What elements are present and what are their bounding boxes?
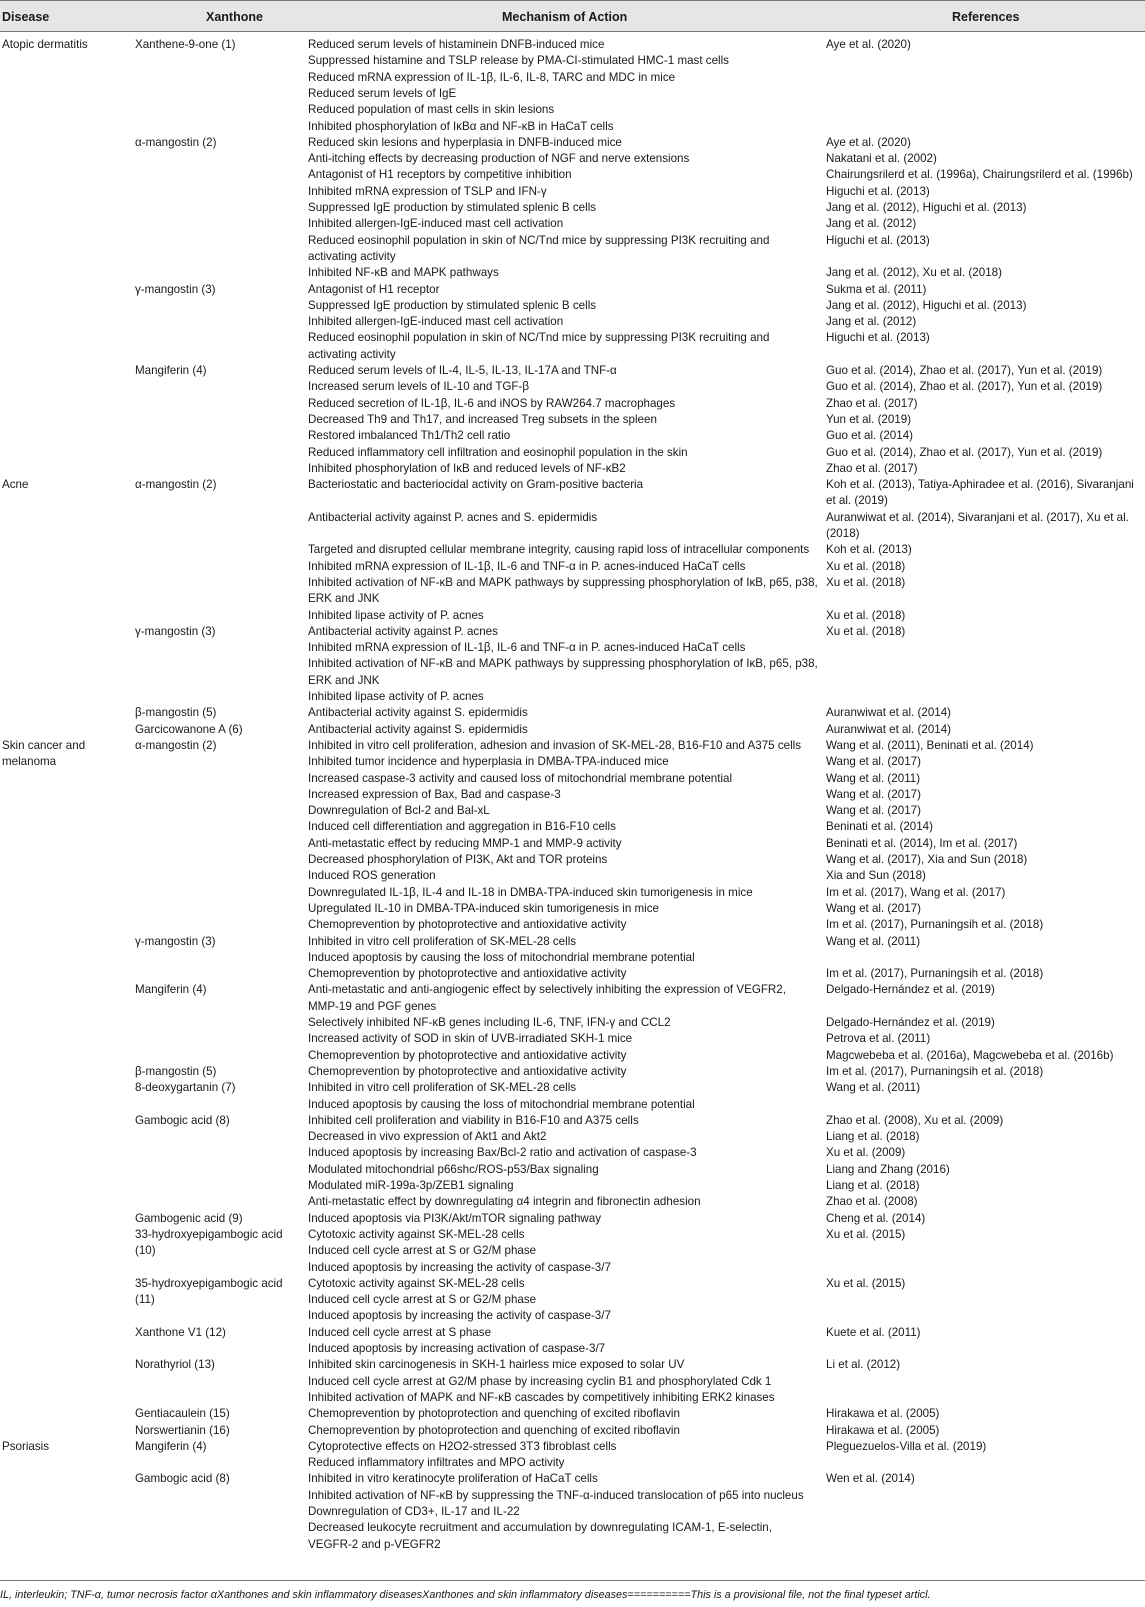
- xanthone-cell: Gambogenic acid (9): [135, 1211, 243, 1225]
- reference-cell: Xia and Sun (2018): [826, 869, 926, 883]
- mechanism-cell: Anti-itching effects by decreasing production of NGF and nerve extensions: [308, 152, 690, 166]
- mechanism-cell: Chemoprevention by photoprotective and antioxidative activity: [308, 1064, 627, 1078]
- mechanism-cell: Inhibited mRNA expression of IL-1β, IL-6 and TNF-α in P. acnes-induced HaCaT cells: [308, 559, 746, 573]
- reference-cell: Jang et al. (2012): [826, 315, 917, 329]
- mechanism-cell: Bacteriostatic and bacteriocidal activity on Gram-positive bacteria: [308, 478, 644, 492]
- mechanism-cell: Reduced mRNA expression of IL-1β, IL-6, IL-8, TARC and MDC in mice: [308, 70, 676, 84]
- mechanism-cell: Reduced population of mast cells in skin lesions: [308, 103, 555, 117]
- mechanism-cell: Reduced inflammatory infiltrates and MPO activity: [308, 1456, 565, 1470]
- reference-cell: Wang et al. (2017), Xia and Sun (2018): [826, 853, 1028, 866]
- reference-cell: Jang et al. (2012), Xu et al. (2018): [826, 266, 1002, 280]
- xanthone-cell: Xanthone V1 (12): [135, 1325, 226, 1339]
- reference-cell: Aye et al. (2020): [826, 38, 911, 51]
- mechanism-cell: Chemoprevention by photoprotective and antioxidative activity: [308, 918, 627, 932]
- xanthone-cell: α-mangostin (2): [135, 478, 217, 492]
- mechanism-cell: Inhibited phosphorylation of IκB and reduced levels of NF-κB2: [308, 461, 626, 475]
- mechanism-cell: Reduced skin lesions and hyperplasia in DNFB-induced mice: [308, 135, 622, 149]
- xanthone-cell: Garcicowanone A (6): [135, 722, 243, 736]
- reference-cell: Liang et al. (2018): [826, 1130, 920, 1144]
- mechanism-cell: Antibacterial activity against P. acnes: [308, 624, 498, 638]
- mechanism-cell: Inhibited NF-κB and MAPK pathways: [308, 266, 499, 280]
- mechanism-cell: Reduced eosinophil population in skin of NC/Tnd mice by suppressing PI3K recruiting and activating activity: [308, 331, 770, 361]
- mechanism-cell: Reduced secretion of IL-1β, IL-6 and iNOS by RAW264.7 macrophages: [308, 396, 676, 410]
- mechanism-cell: Anti-metastatic effect by downregulating α4 integrin and fibronectin adhesion: [308, 1195, 701, 1209]
- mechanism-cell: Inhibited phosphorylation of IκBα and NF-κB in HaCaT cells: [308, 119, 614, 133]
- mechanism-cell: Induced apoptosis by causing the loss of mitochondrial membrane potential: [308, 950, 695, 964]
- disease-cell: Acne: [2, 478, 29, 492]
- disease-cell: Skin cancer and melanoma: [2, 738, 86, 769]
- mechanism-cell: Anti-metastatic effect by reducing MMP-1 and MMP-9 activity: [308, 836, 622, 850]
- mechanism-cell: Inhibited allergen-IgE-induced mast cell activation: [308, 217, 564, 231]
- reference-cell: Delgado-Hernández et al. (2019): [826, 1016, 995, 1029]
- mechanism-cell: Antagonist of H1 receptors by competitive inhibition: [308, 168, 572, 182]
- mechanism-cell: Inhibited allergen-IgE-induced mast cell activation: [308, 315, 564, 329]
- mechanism-cell: Inhibited lipase activity of P. acnes: [308, 690, 484, 703]
- reference-cell: Guo et al. (2014), Zhao et al. (2017), Yun et al. (2019): [826, 445, 1103, 459]
- reference-cell: Higuchi et al. (2013): [826, 233, 930, 247]
- reference-cell: Auranwiwat et al. (2014), Sivaranjani et al. (2017), Xu et al. (2018): [826, 510, 1129, 540]
- mechanism-cell: Inhibited activation of NF-κB by suppressing the TNF-α-induced translocation of p65 into nucleus: [308, 1488, 804, 1502]
- xanthone-cell: γ-mangostin (3): [135, 624, 216, 638]
- header-references: References: [952, 10, 1020, 24]
- mechanism-cell: Reduced eosinophil population in skin of NC/Tnd mice by suppressing PI3K recruiting and activating activity: [308, 233, 770, 263]
- xanthone-cell: Xanthene-9-one (1): [135, 38, 236, 51]
- mechanism-cell: Cytoprotective effects on H2O2-stressed 3T3 fibroblast cells: [308, 1439, 617, 1453]
- reference-cell: Zhao et al. (2008), Xu et al. (2009): [826, 1113, 1004, 1127]
- mechanism-cell: Reduced inflammatory cell infiltration and eosinophil population in the skin: [308, 445, 688, 459]
- xanthone-cell: Gambogic acid (8): [135, 1472, 230, 1486]
- mechanism-cell: Anti-metastatic and anti-angiogenic effect by selectively inhibiting the expression of VEGFR2, MMP-19 and PGF genes: [308, 983, 786, 1013]
- mechanism-cell: Antagonist of H1 receptor: [308, 282, 440, 296]
- reference-cell: Li et al. (2012): [826, 1358, 901, 1372]
- mechanism-cell: Antibacterial activity against P. acnes and S. epidermidis: [308, 510, 598, 524]
- mechanism-cell: Antibacterial activity against S. epidermidis: [308, 722, 528, 736]
- disease-cell: Atopic dermatitis: [2, 38, 88, 51]
- mechanism-cell: Chemoprevention by photoprotective and antioxidative activity: [308, 967, 627, 981]
- reference-cell: Aye et al. (2020): [826, 135, 911, 149]
- mechanism-cell: Upregulated IL-10 in DMBA-TPA-induced skin tumorigenesis in mice: [308, 901, 659, 915]
- reference-cell: Zhao et al. (2017): [826, 396, 918, 410]
- mechanism-cell: Inhibited skin carcinogenesis in SKH-1 hairless mice exposed to solar UV: [308, 1358, 685, 1372]
- mechanism-cell: Chemoprevention by photoprotection and quenching of excited riboflavin: [308, 1407, 680, 1421]
- mechanism-cell: Targeted and disrupted cellular membrane integrity, causing rapid loss of intracellular components: [308, 543, 810, 557]
- mechanism-cell: Induced cell differentiation and aggregation in B16-F10 cells: [308, 820, 616, 834]
- table-header: [0, 0, 1145, 32]
- reference-cell: Jang et al. (2012), Higuchi et al. (2013): [826, 201, 1027, 214]
- xanthone-cell: Gentiacaulein (15): [135, 1407, 230, 1421]
- mechanism-cell: Decreased phosphorylation of PI3K, Akt and TOR proteins: [308, 853, 608, 866]
- reference-cell: Cheng et al. (2014): [826, 1211, 926, 1225]
- reference-cell: Chairungsrilerd et al. (1996a), Chairungsrilerd et al. (1996b): [826, 168, 1133, 182]
- xanthone-cell: 33-hydroxyepigambogic acid (10): [135, 1227, 283, 1258]
- mechanism-cell: Downregulation of CD3+, IL-17 and IL-22: [308, 1505, 520, 1518]
- mechanism-cell: Reduced serum levels of IL-4, IL-5, IL-13, IL-17A and TNF-α: [308, 364, 617, 377]
- mechanism-cell: Downregulation of Bcl-2 and Bal-xL: [308, 804, 490, 818]
- table-footnote: IL, interleukin; TNF-α, tumor necrosis factor αXanthones and skin inflammatory diseasesXanthones and skin inflammatory diseases==========This is a provisional file, not the final typeset articl.: [0, 1589, 931, 1601]
- reference-cell: Jang et al. (2012): [826, 217, 917, 231]
- mechanism-cell: Induced apoptosis by increasing Bax/Bcl-2 ratio and activation of caspase-3: [308, 1146, 697, 1160]
- reference-cell: Wang et al. (2011): [826, 771, 921, 785]
- xanthone-cell: 35-hydroxyepigambogic acid (11): [135, 1276, 283, 1307]
- reference-cell: Jang et al. (2012), Higuchi et al. (2013): [826, 298, 1027, 312]
- mechanism-cell: Induced cell cycle arrest at S or G2/M phase: [308, 1293, 537, 1307]
- mechanism-cell: Induced cell cycle arrest at S or G2/M phase: [308, 1244, 537, 1258]
- xanthone-cell: β-mangostin (5): [135, 1064, 217, 1078]
- reference-cell: Xu et al. (2015): [826, 1227, 906, 1241]
- mechanism-cell: Chemoprevention by photoprotection and quenching of excited riboflavin: [308, 1423, 680, 1437]
- reference-cell: Higuchi et al. (2013): [826, 184, 930, 198]
- reference-cell: Guo et al. (2014), Zhao et al. (2017), Yun et al. (2019): [826, 364, 1103, 377]
- reference-cell: Auranwiwat et al. (2014): [826, 706, 952, 720]
- reference-cell: Higuchi et al. (2013): [826, 331, 930, 345]
- reference-cell: Wang et al. (2017): [826, 755, 921, 769]
- reference-cell: Pleguezuelos-Villa et al. (2019): [826, 1439, 987, 1453]
- reference-cell: Xu et al. (2009): [826, 1146, 906, 1160]
- reference-cell: Im et al. (2017), Purnaningsih et al. (2018): [826, 1064, 1044, 1078]
- reference-cell: Xu et al. (2018): [826, 575, 906, 589]
- header-mechanism: Mechanism of Action: [502, 10, 628, 24]
- reference-cell: Yun et al. (2019): [826, 412, 912, 426]
- mechanism-cell: Cytotoxic activity against SK-MEL-28 cells: [308, 1276, 525, 1290]
- reference-cell: Zhao et al. (2008): [826, 1195, 918, 1209]
- mechanism-cell: Induced apoptosis by increasing the activity of caspase-3/7: [308, 1260, 611, 1274]
- mechanism-cell: Inhibited tumor incidence and hyperplasia in DMBA-TPA-induced mice: [308, 755, 669, 769]
- mechanism-cell: Increased serum levels of IL-10 and TGF-β: [308, 380, 530, 394]
- reference-cell: Auranwiwat et al. (2014): [826, 722, 952, 736]
- mechanism-cell: Inhibited activation of NF-κB and MAPK pathways by suppressing phosphorylation of IκB, p65, p38, ERK and JNK: [308, 657, 818, 687]
- reference-cell: Koh et al. (2013): [826, 543, 912, 557]
- mechanism-cell: Inhibited in vitro cell proliferation of SK-MEL-28 cells: [308, 934, 577, 948]
- reference-cell: Xu et al. (2015): [826, 1276, 906, 1290]
- mechanism-cell: Downregulated IL-1β, IL-4 and IL-18 in DMBA-TPA-induced skin tumorigenesis in mice: [308, 885, 753, 899]
- mechanism-cell: Selectively inhibited NF-κB genes including IL-6, TNF, IFN-γ and CCL2: [308, 1016, 671, 1029]
- reference-cell: Xu et al. (2018): [826, 624, 906, 638]
- mechanism-cell: Reduced serum levels of histaminein DNFB-induced mice: [308, 38, 605, 51]
- mechanism-cell: Decreased leukocyte recruitment and accumulation by downregulating ICAM-1, E-selectin, VEGFR-2 and p-VEGFR2: [308, 1521, 772, 1551]
- mechanism-cell: Modulated mitochondrial p66shc/ROS-p53/Bax signaling: [308, 1162, 599, 1176]
- reference-cell: Guo et al. (2014), Zhao et al. (2017), Yun et al. (2019): [826, 380, 1103, 394]
- mechanism-cell: Antibacterial activity against S. epidermidis: [308, 706, 528, 720]
- disease-cell: Psoriasis: [2, 1439, 50, 1453]
- reference-cell: Zhao et al. (2017): [826, 461, 918, 475]
- reference-cell: Wang et al. (2017): [826, 804, 921, 818]
- reference-cell: Delgado-Hernández et al. (2019): [826, 983, 995, 997]
- xanthone-cell: Mangiferin (4): [135, 983, 207, 997]
- mechanism-cell: Induced cell cycle arrest at S phase: [308, 1325, 492, 1339]
- reference-cell: Xu et al. (2018): [826, 559, 906, 573]
- header-disease: Disease: [2, 10, 50, 24]
- table-bottom-rule: [0, 1580, 1145, 1581]
- reference-cell: Petrova et al. (2011): [826, 1032, 931, 1046]
- mechanism-cell: Inhibited cell proliferation and viability in B16-F10 and A375 cells: [308, 1113, 639, 1127]
- mechanism-cell: Induced ROS generation: [308, 869, 436, 883]
- mechanism-cell: Induced apoptosis by increasing activation of caspase-3/7: [308, 1342, 606, 1355]
- mechanism-cell: Inhibited lipase activity of P. acnes: [308, 608, 484, 622]
- reference-cell: Wang et al. (2017): [826, 901, 921, 915]
- header-xanthone: Xanthone: [206, 10, 263, 24]
- mechanism-cell: Induced apoptosis by increasing the activity of caspase-3/7: [308, 1309, 611, 1323]
- mechanism-cell: Restored imbalanced Th1/Th2 cell ratio: [308, 429, 511, 443]
- mechanism-cell: Cytotoxic activity against SK-MEL-28 cells: [308, 1227, 525, 1241]
- xanthone-cell: α-mangostin (2): [135, 135, 217, 149]
- reference-cell: Guo et al. (2014): [826, 429, 914, 443]
- mechanism-cell: Suppressed IgE production by stimulated splenic B cells: [308, 201, 597, 214]
- xanthone-cell: 8-deoxygartanin (7): [135, 1081, 236, 1095]
- reference-cell: Nakatani et al. (2002): [826, 152, 937, 166]
- mechanism-cell: Increased expression of Bax, Bad and caspase-3: [308, 787, 561, 801]
- mechanism-cell: Decreased Th9 and Th17, and increased Treg subsets in the spleen: [308, 412, 657, 426]
- xanthone-cell: γ-mangostin (3): [135, 934, 216, 948]
- mechanism-cell: Chemoprevention by photoprotective and antioxidative activity: [308, 1048, 627, 1062]
- mechanism-cell: Induced cell cycle arrest at G2/M phase by increasing cyclin B1 and phosphorylated Cdk 1: [308, 1374, 772, 1388]
- reference-cell: Sukma et al. (2011): [826, 282, 927, 296]
- reference-cell: Wang et al. (2011): [826, 1081, 921, 1095]
- mechanism-cell: Increased caspase-3 activity and caused loss of mitochondrial membrane potential: [308, 771, 733, 785]
- reference-cell: Hirakawa et al. (2005): [826, 1407, 940, 1421]
- mechanism-cell: Inhibited activation of NF-κB and MAPK pathways by suppressing phosphorylation of IκB, p65, p38, ERK and JNK: [308, 575, 818, 606]
- reference-cell: Beninati et al. (2014): [826, 820, 933, 834]
- mechanism-cell: Inhibited mRNA expression of IL-1β, IL-6 and TNF-α in P. acnes-induced HaCaT cells: [308, 641, 746, 655]
- mechanism-cell: Induced apoptosis by causing the loss of mitochondrial membrane potential: [308, 1097, 695, 1111]
- xanthone-cell: β-mangostin (5): [135, 706, 217, 720]
- reference-cell: Im et al. (2017), Wang et al. (2017): [826, 885, 1006, 899]
- reference-cell: Hirakawa et al. (2005): [826, 1423, 940, 1437]
- mechanism-cell: Inhibited in vitro cell proliferation of SK-MEL-28 cells: [308, 1081, 577, 1095]
- mechanism-cell: Increased activity of SOD in skin of UVB-irradiated SKH-1 mice: [308, 1032, 633, 1046]
- reference-cell: Magcwebeba et al. (2016a), Magcwebeba et al. (2016b): [826, 1048, 1114, 1062]
- mechanism-cell: Induced apoptosis via PI3K/Akt/mTOR signaling pathway: [308, 1211, 602, 1225]
- mechanism-cell: Reduced serum levels of IgE: [308, 86, 457, 100]
- mechanism-cell: Inhibited in vitro cell proliferation, adhesion and invasion of SK-MEL-28, B16-F10 and A375 cells: [308, 738, 802, 752]
- xanthone-cell: α-mangostin (2): [135, 738, 217, 752]
- mechanism-cell: Suppressed IgE production by stimulated splenic B cells: [308, 298, 597, 312]
- mechanism-cell: Inhibited activation of MAPK and NF-κB cascades by competitively inhibiting ERK2 kinases: [308, 1390, 775, 1404]
- xanthone-cell: Norswertianin (16): [135, 1423, 230, 1437]
- xanthone-cell: γ-mangostin (3): [135, 282, 216, 296]
- reference-cell: Wen et al. (2014): [826, 1472, 915, 1486]
- reference-cell: Im et al. (2017), Purnaningsih et al. (2018): [826, 967, 1044, 981]
- reference-cell: Im et al. (2017), Purnaningsih et al. (2018): [826, 918, 1044, 932]
- xanthone-cell: Mangiferin (4): [135, 1439, 207, 1453]
- xanthone-cell: Mangiferin (4): [135, 364, 207, 377]
- mechanism-cell: Modulated miR-199a-3p/ZEB1 signaling: [308, 1179, 514, 1192]
- reference-cell: Koh et al. (2013), Tatiya-Aphiradee et al. (2016), Sivaranjani et al. (2019): [826, 478, 1134, 508]
- xanthone-cell: Gambogic acid (8): [135, 1113, 230, 1127]
- reference-cell: Beninati et al. (2014), Im et al. (2017): [826, 836, 1018, 850]
- mechanism-cell: Suppressed histamine and TSLP release by PMA-CI-stimulated HMC-1 mast cells: [308, 54, 729, 68]
- reference-cell: Liang and Zhang (2016): [826, 1162, 950, 1176]
- xanthone-cell: Norathyriol (13): [135, 1358, 215, 1372]
- reference-cell: Kuete et al. (2011): [826, 1325, 921, 1339]
- mechanism-cell: Decreased in vivo expression of Akt1 and Akt2: [308, 1130, 547, 1144]
- reference-cell: Liang et al. (2018): [826, 1179, 920, 1192]
- mechanism-cell: Inhibited in vitro keratinocyte proliferation of HaCaT cells: [308, 1472, 598, 1486]
- mechanism-cell: Inhibited mRNA expression of TSLP and IFN-γ: [308, 184, 547, 198]
- reference-cell: Xu et al. (2018): [826, 608, 906, 622]
- reference-cell: Wang et al. (2011), Beninati et al. (2014): [826, 738, 1034, 752]
- reference-cell: Wang et al. (2011): [826, 934, 921, 948]
- reference-cell: Wang et al. (2017): [826, 787, 921, 801]
